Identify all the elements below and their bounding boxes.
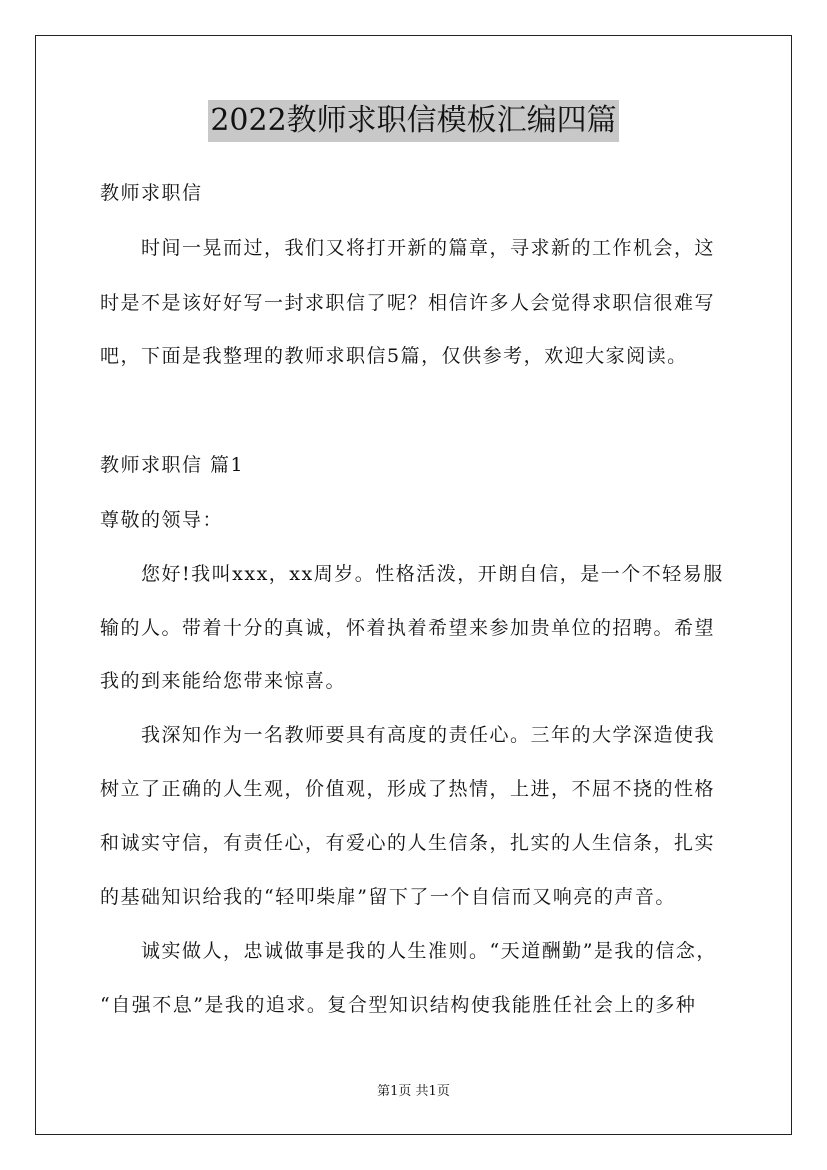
para-2-line-3: 和诚实守信，有责任心，有爱心的人生信条，扎实的人生信条，扎实	[100, 832, 716, 854]
para-3-line-1: 诚实做人，忠诚做事是我的人生准则。“天道酬勤”是我的信念，	[141, 940, 717, 962]
title-container	[0, 100, 827, 142]
section-heading: 教师求职信 篇1	[100, 454, 245, 476]
intro-line-1: 时间一晃而过，我们又将打开新的篇章，寻求新的工作机会，这	[141, 237, 716, 259]
document-title: 2022教师求职信模板汇编四篇	[208, 100, 618, 142]
heading-teacher-letter: 教师求职信	[100, 182, 203, 204]
para-1-line-2: 输的人。带着十分的真诚，怀着执着希望来参加贵单位的招聘。希望	[100, 617, 716, 639]
para-1-line-3: 我的到来能给您带来惊喜。	[100, 670, 347, 692]
salutation: 尊敬的领导：	[100, 509, 224, 531]
intro-line-2: 时是不是该好好写一封求职信了呢？相信许多人会觉得求职信很难写	[100, 292, 716, 314]
para-2-line-2: 树立了正确的人生观，价值观，形成了热情，上进，不屈不挠的性格	[100, 778, 716, 800]
para-1-line-1: 您好!我叫xxx，xx周岁。性格活泼，开朗自信，是一个不轻易服	[141, 563, 724, 585]
para-2-line-4: 的基础知识给我的“轻叩柴扉”留下了一个自信而又响亮的声音。	[100, 886, 676, 908]
page-footer: 第1页 共1页	[377, 1084, 450, 1099]
intro-line-3: 吧，下面是我整理的教师求职信5篇，仅供参考，欢迎大家阅读。	[100, 345, 688, 367]
para-2-line-1: 我深知作为一名教师要具有高度的责任心。三年的大学深造使我	[141, 724, 716, 746]
para-3-line-2: “自强不息”是我的追求。复合型知识结构使我能胜任社会上的多种	[100, 994, 697, 1016]
